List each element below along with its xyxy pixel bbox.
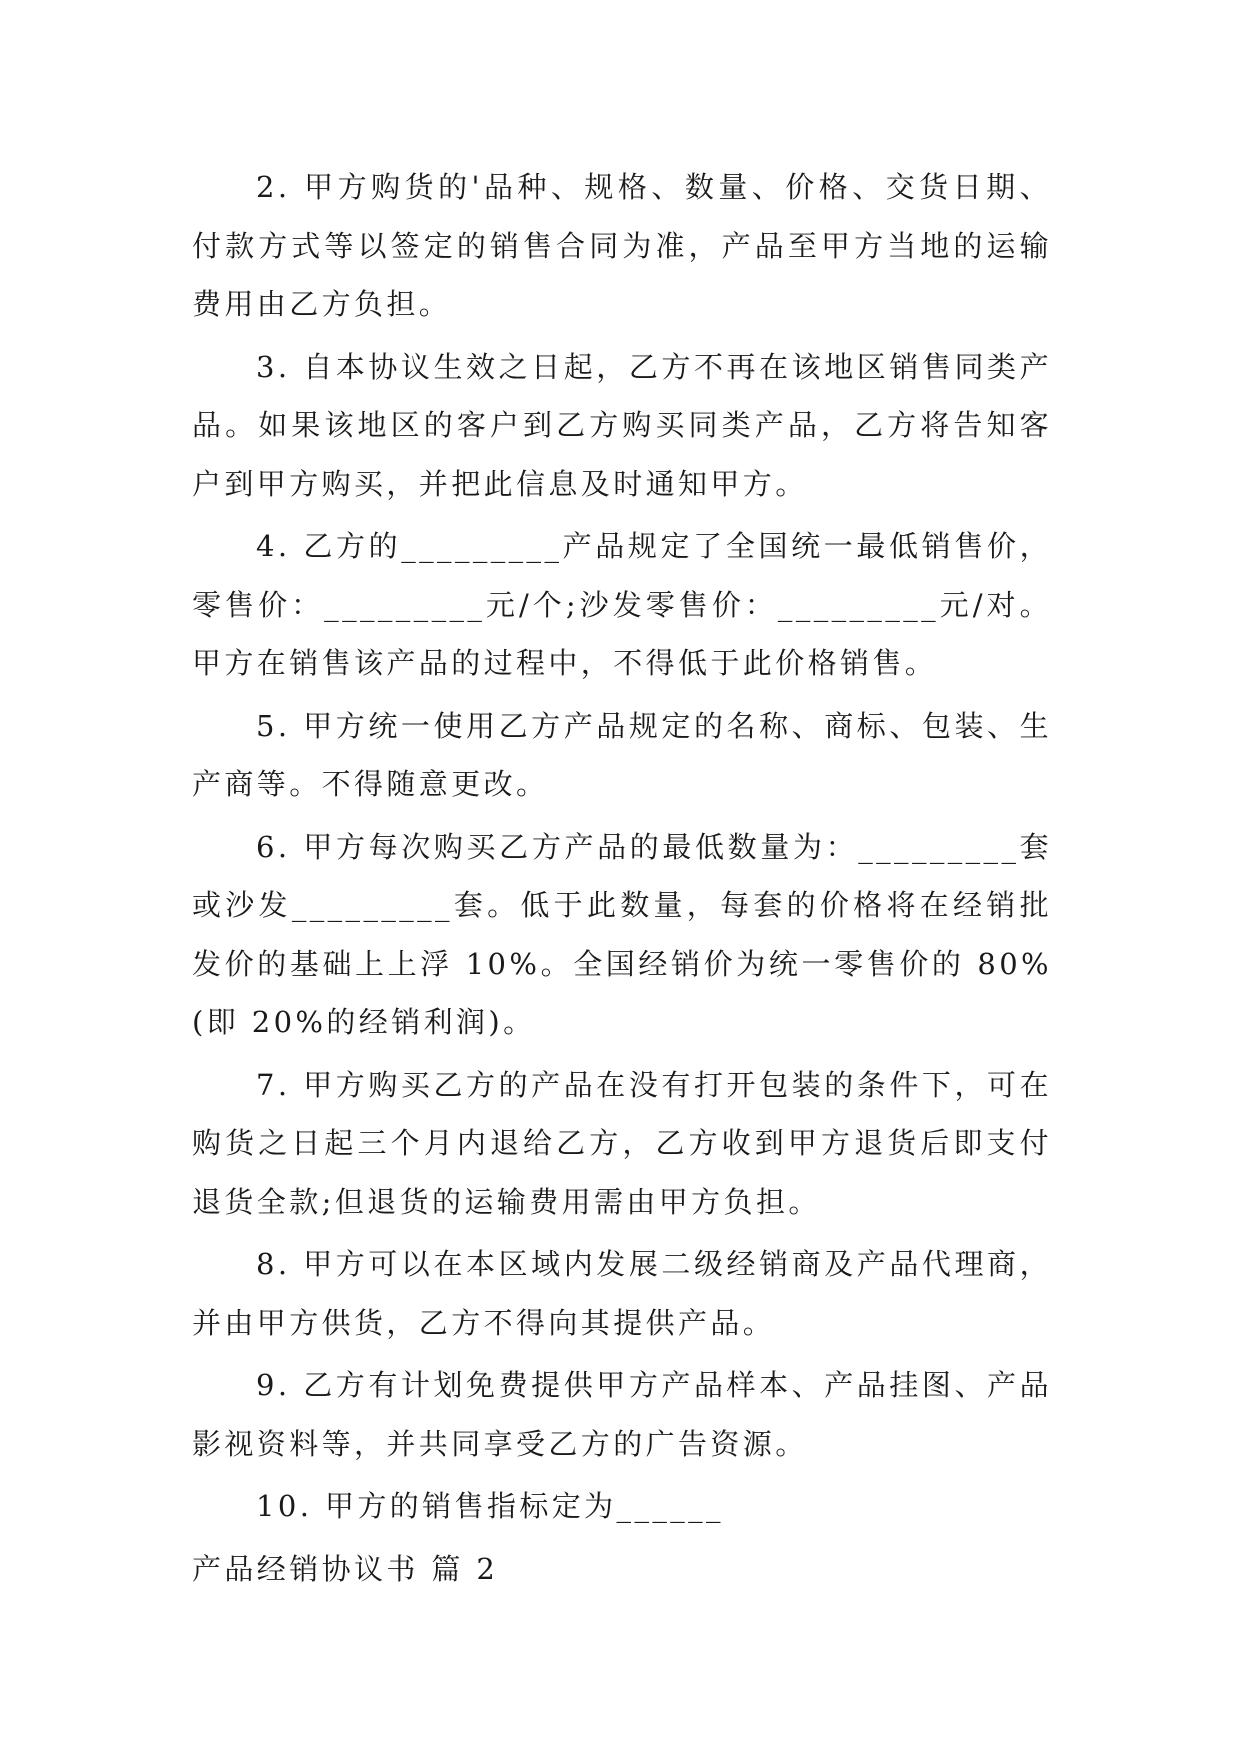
- clause-6: 6. 甲方每次购买乙方产品的最低数量为：_________套或沙发_________套。低于此数量，每套的价格将在经销批发价的基础上上浮 10%。全国经销价为统一零售价的 80%(即 20%的经销利润)。: [192, 829, 1052, 1039]
- document-page: [192, 158, 1052, 1598]
- clause-9: 9. 乙方有计划免费提供甲方产品样本、产品挂图、产品影视资料等，并共同享受乙方的广告资源。: [192, 1368, 1052, 1461]
- clause-8: 8. 甲方可以在本区域内发展二级经销商及产品代理商，并由甲方供货，乙方不得向其提供产品。: [192, 1247, 1052, 1340]
- clause-7: 7. 甲方购买乙方的产品在没有打开包装的条件下，可在购货之日起三个月内退给乙方，乙方收到甲方退货后即支付退货全款;但退货的运输费用需由甲方负担。: [192, 1067, 1052, 1219]
- section-heading: 产品经销协议书 篇 2: [192, 1551, 499, 1586]
- clause-4: 4. 乙方的_________产品规定了全国统一最低销售价，零售价：_________元/个;沙发零售价：_________元/对。甲方在销售该产品的过程中，不得低于此价格销售。: [192, 529, 1052, 680]
- clause-2: 2. 甲方购货的'品种、规格、数量、价格、交货日期、付款方式等以签定的销售合同为准，产品至甲方当地的运输费用由乙方负担。: [192, 170, 1052, 321]
- clause-3: 3. 自本协议生效之日起，乙方不再在该地区销售同类产品。如果该地区的客户到乙方购买同类产品，乙方将告知客户到甲方购买，并把此信息及时通知甲方。: [192, 349, 1052, 501]
- clause-10: 10. 甲方的销售指标定为______: [256, 1489, 724, 1523]
- clause-5: 5. 甲方统一使用乙方产品规定的名称、商标、包装、生产商等。不得随意更改。: [192, 708, 1052, 801]
